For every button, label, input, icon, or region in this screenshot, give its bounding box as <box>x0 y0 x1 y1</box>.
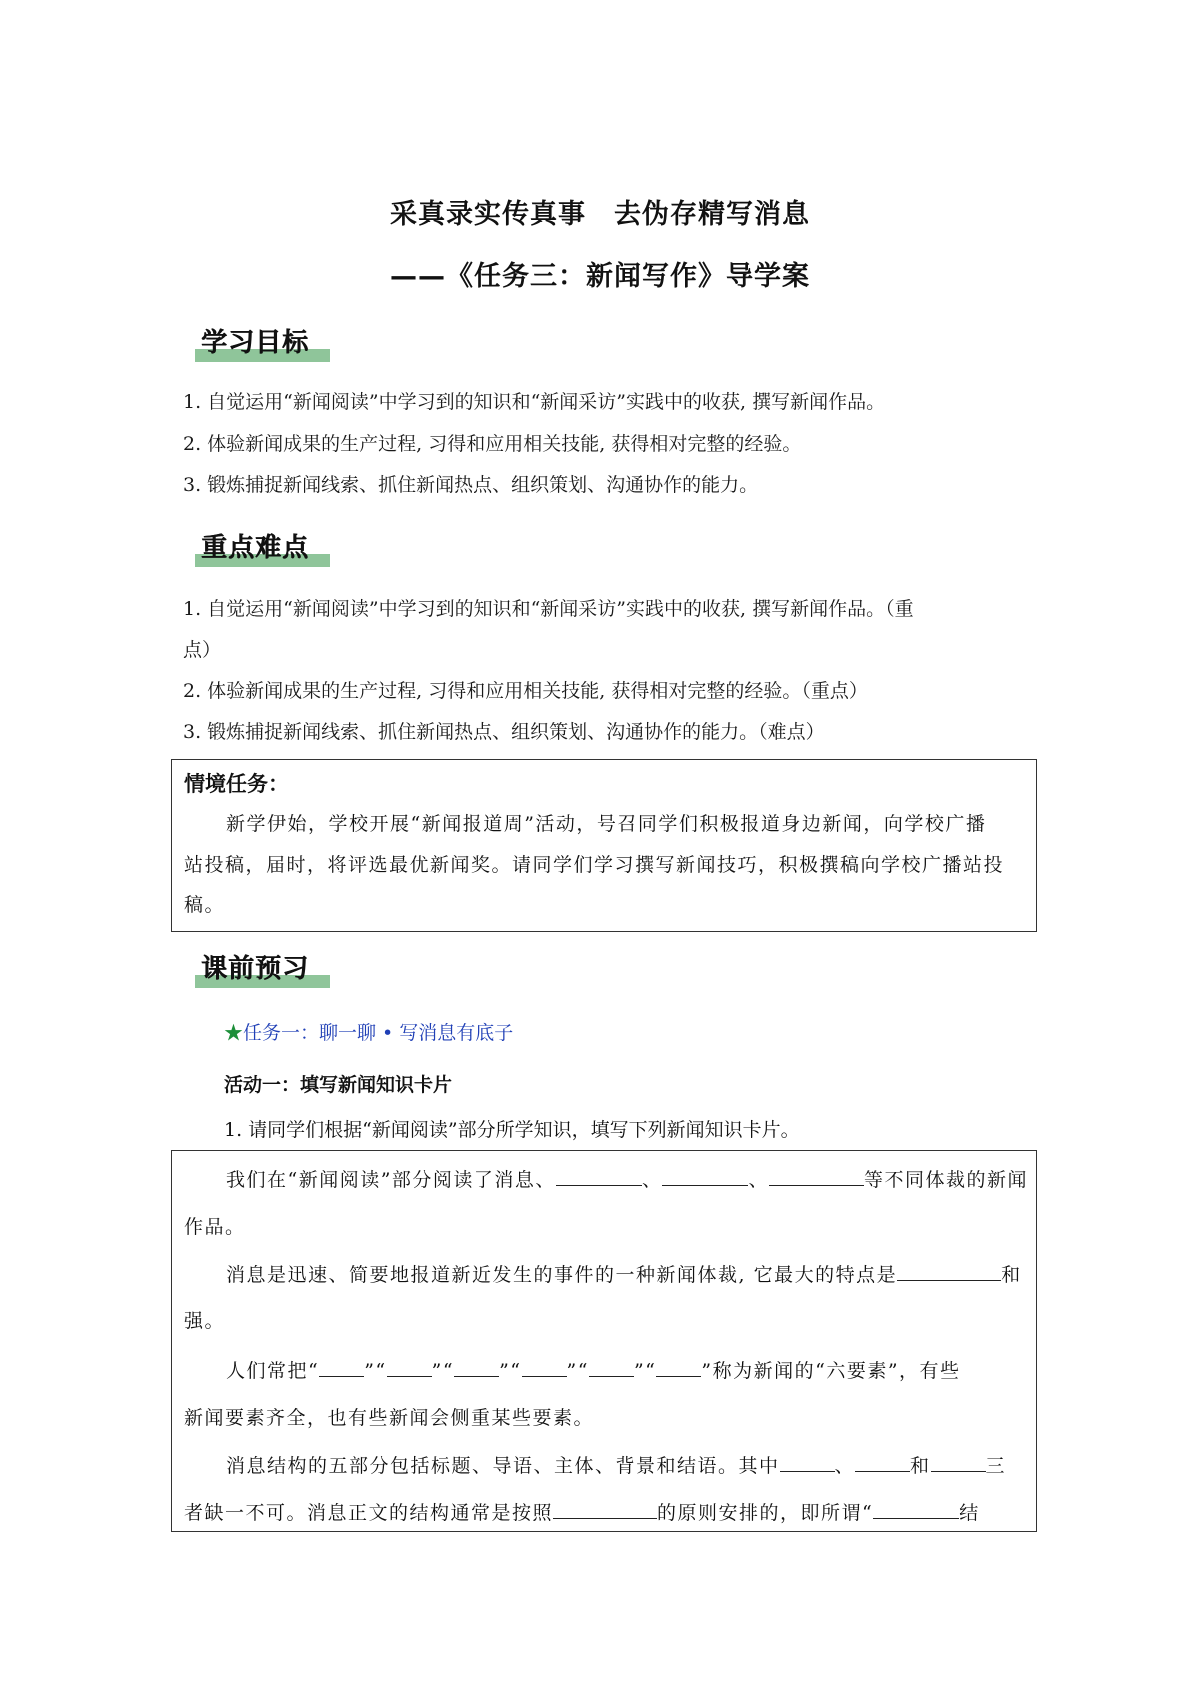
card-text: ”“ <box>633 1360 657 1382</box>
card-text: ”“ <box>566 1360 589 1382</box>
card-text: ”“ <box>364 1360 387 1382</box>
card-text: 的原则安排的，即所谓“ <box>657 1502 874 1524</box>
card-text: 我们在“新闻阅读”部分阅读了消息、 <box>226 1169 556 1191</box>
fill-blank[interactable] <box>855 1453 910 1472</box>
card-text: 人们常把“ <box>226 1360 320 1382</box>
section-heading-preview <box>195 954 330 988</box>
fill-blank[interactable] <box>319 1358 364 1377</box>
knowledge-card <box>171 1150 1037 1532</box>
fill-blank[interactable] <box>553 1500 657 1519</box>
fill-blank[interactable] <box>522 1358 567 1377</box>
fill-blank[interactable] <box>387 1358 432 1377</box>
card-text: 、 <box>641 1169 663 1191</box>
fill-blank[interactable] <box>589 1358 634 1377</box>
goal-item: 1. 自觉运用“新闻阅读”中学习到的知识和“新闻采访”实践中的收获, 撰写新闻作品。 <box>183 391 886 413</box>
card-text: 消息结构的五部分包括标题、导语、主体、背景和结语。其中 <box>226 1455 780 1477</box>
section-heading-goals <box>195 328 330 362</box>
card-text: ”称为新闻的“六要素”，有些 <box>701 1360 961 1382</box>
card-line <box>226 1167 1028 1192</box>
key-point-item: 点） <box>183 639 222 661</box>
task-label: 任务一：聊一聊 • 写消息有底子 <box>243 1022 514 1044</box>
card-text: 结 <box>959 1502 980 1524</box>
card-text: 和 <box>910 1455 931 1477</box>
fill-blank[interactable] <box>873 1500 959 1519</box>
fill-blank[interactable] <box>656 1358 701 1377</box>
card-text: 三 <box>985 1455 1007 1477</box>
card-line <box>226 1453 1006 1478</box>
scenario-line: 稿。 <box>184 894 226 916</box>
fill-blank[interactable] <box>769 1167 864 1186</box>
section-heading-label: 学习目标 <box>201 328 310 358</box>
activity-instruction: 1. 请同学们根据“新闻阅读”部分所学知识，填写下列新闻知识卡片。 <box>224 1119 800 1141</box>
card-text: 消息是迅速、简要地报道新近发生的事件的一种新闻体裁, 它最大的特点是 <box>226 1264 898 1286</box>
card-line: 作品。 <box>184 1216 246 1238</box>
card-text: 和 <box>1001 1264 1022 1286</box>
key-point-item: 1. 自觉运用“新闻阅读”中学习到的知识和“新闻采访”实践中的收获, 撰写新闻作品。（重 <box>183 598 914 620</box>
section-heading-label: 重点难点 <box>201 533 310 563</box>
fill-blank[interactable] <box>662 1167 748 1186</box>
key-point-item: 2. 体验新闻成果的生产过程, 习得和应用相关技能, 获得相对完整的经验。（重点） <box>183 680 868 702</box>
page-subtitle: ——《任务三：新闻写作》导学案 <box>390 261 810 292</box>
card-line: 强。 <box>184 1310 226 1332</box>
fill-blank[interactable] <box>454 1358 499 1377</box>
fill-blank[interactable] <box>780 1453 835 1472</box>
card-text: 等不同体裁的新闻 <box>863 1169 1028 1191</box>
scenario-line: 站投稿，届时，将评选最优新闻奖。请同学们学习撰写新闻技巧，积极撰稿向学校广播站投 <box>184 854 1005 876</box>
card-line <box>184 1500 980 1525</box>
card-line: 新闻要素齐全，也有些新闻会侧重某些要素。 <box>184 1407 595 1429</box>
star-icon: ★ <box>224 1022 244 1044</box>
fill-blank[interactable] <box>556 1167 642 1186</box>
card-line <box>226 1358 961 1383</box>
page-title: 采真录实传真事 去伪存精写消息 <box>390 199 810 230</box>
fill-blank[interactable] <box>897 1262 1001 1281</box>
goal-item: 3. 锻炼捕捉新闻线索、抓住新闻热点、组织策划、沟通协作的能力。 <box>183 474 759 496</box>
card-text: 、 <box>834 1455 856 1477</box>
fill-blank[interactable] <box>931 1453 986 1472</box>
activity-one-title: 活动一：填写新闻知识卡片 <box>224 1074 453 1096</box>
card-line <box>226 1262 1022 1287</box>
scenario-line: 新学伊始，学校开展“新闻报道周”活动，号召同学们积极报道身边新闻，向学校广播 <box>226 813 987 835</box>
card-text: ”“ <box>499 1360 522 1382</box>
section-heading-key-points <box>195 533 330 567</box>
card-text: 、 <box>748 1169 769 1191</box>
section-heading-label: 课前预习 <box>201 954 310 984</box>
goal-item: 2. 体验新闻成果的生产过程, 习得和应用相关技能, 获得相对完整的经验。 <box>183 433 802 455</box>
scenario-heading: 情境任务： <box>184 772 289 796</box>
card-text: ”“ <box>431 1360 455 1382</box>
scenario-box <box>171 759 1037 932</box>
key-point-item: 3. 锻炼捕捉新闻线索、抓住新闻热点、组织策划、沟通协作的能力。（难点） <box>183 721 825 743</box>
card-text: 者缺一不可。消息正文的结构通常是按照 <box>184 1502 554 1524</box>
task-one-title <box>224 1018 513 1045</box>
